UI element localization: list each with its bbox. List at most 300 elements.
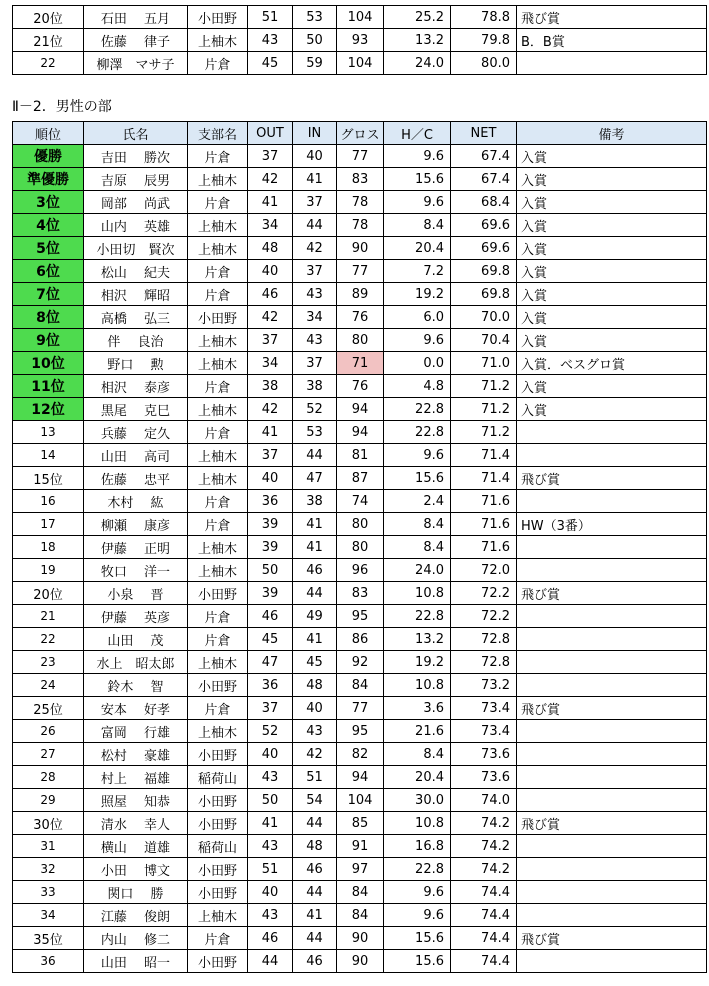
gross-score-cell: 77 xyxy=(337,145,384,168)
in-score-cell: 53 xyxy=(293,421,337,444)
rank-cell: 18 xyxy=(13,536,84,559)
rank-cell: 28 xyxy=(13,766,84,789)
handicap-cell: 20.4 xyxy=(384,766,451,789)
branch-cell: 上柚木 xyxy=(188,651,248,674)
out-score-cell: 46 xyxy=(248,283,293,306)
name-cell: 山内 英雄 xyxy=(84,214,188,237)
net-score-cell: 67.4 xyxy=(451,168,517,191)
note-cell: 入賞 xyxy=(517,214,707,237)
gross-score-cell: 78 xyxy=(337,214,384,237)
handicap-cell: 4.8 xyxy=(384,375,451,398)
table-row xyxy=(13,582,707,605)
gross-score-cell: 76 xyxy=(337,306,384,329)
note-cell xyxy=(517,950,707,973)
gross-score-cell: 81 xyxy=(337,444,384,467)
branch-cell: 片倉 xyxy=(188,927,248,950)
net-score-cell: 69.8 xyxy=(451,260,517,283)
note-cell xyxy=(517,743,707,766)
rank-cell: 25位 xyxy=(13,697,84,720)
gross-score-cell: 87 xyxy=(337,467,384,490)
handicap-cell: 15.6 xyxy=(384,927,451,950)
in-score-cell: 42 xyxy=(293,237,337,260)
net-score-cell: 70.0 xyxy=(451,306,517,329)
table-row xyxy=(13,398,707,421)
header-note: 備考 xyxy=(517,122,707,145)
note-cell: 飛び賞 xyxy=(517,812,707,835)
handicap-cell: 16.8 xyxy=(384,835,451,858)
rank-cell: 20位 xyxy=(13,582,84,605)
note-cell: 入賞 xyxy=(517,283,707,306)
out-score-cell: 38 xyxy=(248,375,293,398)
rank-cell: 4位 xyxy=(13,214,84,237)
rank-cell: 22 xyxy=(13,52,84,75)
branch-cell: 上柚木 xyxy=(188,559,248,582)
name-cell: 江藤 俊朗 xyxy=(84,904,188,927)
name-cell: 兵藤 定久 xyxy=(84,421,188,444)
branch-cell: 稲荷山 xyxy=(188,766,248,789)
handicap-cell: 3.6 xyxy=(384,697,451,720)
handicap-cell: 7.2 xyxy=(384,260,451,283)
handicap-cell: 9.6 xyxy=(384,329,451,352)
rank-cell: 12位 xyxy=(13,398,84,421)
rank-cell: 5位 xyxy=(13,237,84,260)
branch-cell: 上柚木 xyxy=(188,29,248,52)
name-cell: 黒尾 克巳 xyxy=(84,398,188,421)
name-cell: 木村 紘 xyxy=(84,490,188,513)
table-row xyxy=(13,168,707,191)
note-cell: 入賞 xyxy=(517,398,707,421)
table-row xyxy=(13,605,707,628)
table-row xyxy=(13,52,707,75)
handicap-cell: 9.6 xyxy=(384,904,451,927)
out-score-cell: 45 xyxy=(248,628,293,651)
gross-score-cell: 77 xyxy=(337,260,384,283)
out-score-cell: 42 xyxy=(248,306,293,329)
table-row xyxy=(13,835,707,858)
branch-cell: 小田野 xyxy=(188,950,248,973)
name-cell: 山田 高司 xyxy=(84,444,188,467)
note-cell xyxy=(517,651,707,674)
in-score-cell: 52 xyxy=(293,398,337,421)
in-score-cell: 48 xyxy=(293,835,337,858)
gross-score-cell: 85 xyxy=(337,812,384,835)
rank-cell: 21位 xyxy=(13,29,84,52)
net-score-cell: 80.0 xyxy=(451,52,517,75)
note-cell: 入賞 xyxy=(517,237,707,260)
branch-cell: 上柚木 xyxy=(188,237,248,260)
branch-cell: 上柚木 xyxy=(188,467,248,490)
handicap-cell: 25.2 xyxy=(384,6,451,29)
in-score-cell: 40 xyxy=(293,697,337,720)
name-cell: 安本 好孝 xyxy=(84,697,188,720)
in-score-cell: 44 xyxy=(293,582,337,605)
gross-score-cell: 78 xyxy=(337,191,384,214)
handicap-cell: 30.0 xyxy=(384,789,451,812)
name-cell: 吉原 辰男 xyxy=(84,168,188,191)
table-row xyxy=(13,237,707,260)
branch-cell: 小田野 xyxy=(188,789,248,812)
note-cell: HW（3番） xyxy=(517,513,707,536)
branch-cell: 上柚木 xyxy=(188,536,248,559)
note-cell: 飛び賞 xyxy=(517,927,707,950)
branch-cell: 片倉 xyxy=(188,145,248,168)
net-score-cell: 71.4 xyxy=(451,444,517,467)
net-score-cell: 74.4 xyxy=(451,950,517,973)
branch-cell: 片倉 xyxy=(188,52,248,75)
net-score-cell: 68.4 xyxy=(451,191,517,214)
gross-score-cell: 80 xyxy=(337,329,384,352)
name-cell: 横山 道雄 xyxy=(84,835,188,858)
name-cell: 小田切 賢次 xyxy=(84,237,188,260)
table-row xyxy=(13,628,707,651)
handicap-cell: 2.4 xyxy=(384,490,451,513)
name-cell: 柳瀬 康彦 xyxy=(84,513,188,536)
rank-cell: 22 xyxy=(13,628,84,651)
note-cell xyxy=(517,490,707,513)
handicap-cell: 13.2 xyxy=(384,29,451,52)
handicap-cell: 9.6 xyxy=(384,145,451,168)
branch-cell: 片倉 xyxy=(188,421,248,444)
out-score-cell: 41 xyxy=(248,421,293,444)
handicap-cell: 19.2 xyxy=(384,651,451,674)
gross-score-cell: 104 xyxy=(337,52,384,75)
out-score-cell: 51 xyxy=(248,6,293,29)
net-score-cell: 74.2 xyxy=(451,835,517,858)
gross-score-cell: 84 xyxy=(337,674,384,697)
net-score-cell: 70.4 xyxy=(451,329,517,352)
handicap-cell: 8.4 xyxy=(384,743,451,766)
gross-score-cell: 91 xyxy=(337,835,384,858)
out-score-cell: 37 xyxy=(248,697,293,720)
handicap-cell: 9.6 xyxy=(384,444,451,467)
note-cell xyxy=(517,674,707,697)
net-score-cell: 74.4 xyxy=(451,927,517,950)
header-name: 氏名 xyxy=(84,122,188,145)
in-score-cell: 47 xyxy=(293,467,337,490)
note-cell xyxy=(517,720,707,743)
note-cell xyxy=(517,605,707,628)
out-score-cell: 39 xyxy=(248,536,293,559)
gross-score-cell: 83 xyxy=(337,168,384,191)
header-handicap: H／C xyxy=(384,122,451,145)
table-row xyxy=(13,858,707,881)
rank-cell: 19 xyxy=(13,559,84,582)
gross-score-cell: 89 xyxy=(337,283,384,306)
in-score-cell: 38 xyxy=(293,375,337,398)
in-score-cell: 50 xyxy=(293,29,337,52)
handicap-cell: 10.8 xyxy=(384,674,451,697)
in-score-cell: 51 xyxy=(293,766,337,789)
name-cell: 小田 博文 xyxy=(84,858,188,881)
name-cell: 相沢 泰彦 xyxy=(84,375,188,398)
rank-cell: 17 xyxy=(13,513,84,536)
gross-score-cell: 90 xyxy=(337,237,384,260)
mens-results-rows xyxy=(13,145,707,973)
name-cell: 高橋 弘三 xyxy=(84,306,188,329)
net-score-cell: 73.4 xyxy=(451,697,517,720)
net-score-cell: 69.8 xyxy=(451,283,517,306)
rank-cell: 16 xyxy=(13,490,84,513)
name-cell: 関口 勝 xyxy=(84,881,188,904)
out-score-cell: 40 xyxy=(248,260,293,283)
net-score-cell: 71.6 xyxy=(451,513,517,536)
table-row xyxy=(13,145,707,168)
rank-cell: 32 xyxy=(13,858,84,881)
note-cell: 飛び賞 xyxy=(517,467,707,490)
net-score-cell: 71.4 xyxy=(451,467,517,490)
header-branch: 支部名 xyxy=(188,122,248,145)
rank-cell: 6位 xyxy=(13,260,84,283)
out-score-cell: 34 xyxy=(248,214,293,237)
rank-cell: 15位 xyxy=(13,467,84,490)
in-score-cell: 46 xyxy=(293,950,337,973)
out-score-cell: 39 xyxy=(248,513,293,536)
branch-cell: 上柚木 xyxy=(188,444,248,467)
branch-cell: 片倉 xyxy=(188,283,248,306)
name-cell: 伊藤 英彦 xyxy=(84,605,188,628)
note-cell: 飛び賞 xyxy=(517,582,707,605)
handicap-cell: 15.6 xyxy=(384,467,451,490)
in-score-cell: 37 xyxy=(293,260,337,283)
in-score-cell: 44 xyxy=(293,214,337,237)
note-cell: 入賞 xyxy=(517,375,707,398)
name-cell: 水上 昭太郎 xyxy=(84,651,188,674)
mens-results-table xyxy=(12,121,707,973)
note-cell xyxy=(517,559,707,582)
out-score-cell: 45 xyxy=(248,52,293,75)
net-score-cell: 74.4 xyxy=(451,881,517,904)
handicap-cell: 8.4 xyxy=(384,536,451,559)
branch-cell: 小田野 xyxy=(188,582,248,605)
handicap-cell: 13.2 xyxy=(384,628,451,651)
out-score-cell: 50 xyxy=(248,789,293,812)
note-cell: 飛び賞 xyxy=(517,697,707,720)
out-score-cell: 43 xyxy=(248,29,293,52)
in-score-cell: 38 xyxy=(293,490,337,513)
gross-score-cell: 80 xyxy=(337,536,384,559)
table-row xyxy=(13,444,707,467)
table-row xyxy=(13,490,707,513)
name-cell: 野口 勲 xyxy=(84,352,188,375)
in-score-cell: 41 xyxy=(293,536,337,559)
in-score-cell: 43 xyxy=(293,283,337,306)
handicap-cell: 10.8 xyxy=(384,582,451,605)
note-cell: B．B賞 xyxy=(517,29,707,52)
name-cell: 柳澤 マサ子 xyxy=(84,52,188,75)
note-cell: 入賞．ベスグロ賞 xyxy=(517,352,707,375)
rank-cell: 31 xyxy=(13,835,84,858)
note-cell: 入賞 xyxy=(517,260,707,283)
gross-score-cell: 90 xyxy=(337,950,384,973)
net-score-cell: 72.8 xyxy=(451,628,517,651)
out-score-cell: 41 xyxy=(248,812,293,835)
in-score-cell: 59 xyxy=(293,52,337,75)
rank-cell: 3位 xyxy=(13,191,84,214)
in-score-cell: 44 xyxy=(293,444,337,467)
in-score-cell: 48 xyxy=(293,674,337,697)
branch-cell: 片倉 xyxy=(188,697,248,720)
rank-cell: 14 xyxy=(13,444,84,467)
net-score-cell: 71.2 xyxy=(451,375,517,398)
rank-cell: 21 xyxy=(13,605,84,628)
name-cell: 石田 五月 xyxy=(84,6,188,29)
branch-cell: 小田野 xyxy=(188,881,248,904)
name-cell: 山田 茂 xyxy=(84,628,188,651)
in-score-cell: 34 xyxy=(293,306,337,329)
gross-score-cell: 96 xyxy=(337,559,384,582)
note-cell xyxy=(517,835,707,858)
name-cell: 岡部 尚武 xyxy=(84,191,188,214)
branch-cell: 片倉 xyxy=(188,490,248,513)
net-score-cell: 72.2 xyxy=(451,605,517,628)
net-score-cell: 78.8 xyxy=(451,6,517,29)
table-row xyxy=(13,766,707,789)
note-cell: 飛び賞 xyxy=(517,6,707,29)
gross-score-cell: 104 xyxy=(337,789,384,812)
rank-cell: 24 xyxy=(13,674,84,697)
in-score-cell: 44 xyxy=(293,927,337,950)
gross-score-cell: 84 xyxy=(337,881,384,904)
table-row xyxy=(13,352,707,375)
rank-cell: 9位 xyxy=(13,329,84,352)
table-row xyxy=(13,697,707,720)
branch-cell: 片倉 xyxy=(188,191,248,214)
out-score-cell: 51 xyxy=(248,858,293,881)
net-score-cell: 74.2 xyxy=(451,812,517,835)
handicap-cell: 20.4 xyxy=(384,237,451,260)
table-row xyxy=(13,789,707,812)
out-score-cell: 34 xyxy=(248,352,293,375)
note-cell: 入賞 xyxy=(517,168,707,191)
in-score-cell: 37 xyxy=(293,352,337,375)
table-row xyxy=(13,651,707,674)
handicap-cell: 8.4 xyxy=(384,513,451,536)
out-score-cell: 42 xyxy=(248,398,293,421)
name-cell: 清水 幸人 xyxy=(84,812,188,835)
table-row xyxy=(13,29,707,52)
rank-cell: 29 xyxy=(13,789,84,812)
rank-cell: 36 xyxy=(13,950,84,973)
handicap-cell: 0.0 xyxy=(384,352,451,375)
net-score-cell: 73.2 xyxy=(451,674,517,697)
note-cell: 入賞 xyxy=(517,191,707,214)
gross-score-cell: 76 xyxy=(337,375,384,398)
out-score-cell: 42 xyxy=(248,168,293,191)
rank-cell: 35位 xyxy=(13,927,84,950)
branch-cell: 小田野 xyxy=(188,743,248,766)
branch-cell: 上柚木 xyxy=(188,329,248,352)
handicap-cell: 8.4 xyxy=(384,214,451,237)
name-cell: 村上 福雄 xyxy=(84,766,188,789)
handicap-cell: 15.6 xyxy=(384,950,451,973)
out-score-cell: 52 xyxy=(248,720,293,743)
gross-score-cell: 82 xyxy=(337,743,384,766)
out-score-cell: 44 xyxy=(248,950,293,973)
table-row xyxy=(13,950,707,973)
rank-cell: 優勝 xyxy=(13,145,84,168)
net-score-cell: 71.6 xyxy=(451,536,517,559)
branch-cell: 片倉 xyxy=(188,260,248,283)
out-score-cell: 47 xyxy=(248,651,293,674)
gross-score-cell: 86 xyxy=(337,628,384,651)
name-cell: 鈴木 智 xyxy=(84,674,188,697)
out-score-cell: 40 xyxy=(248,743,293,766)
gross-score-cell: 94 xyxy=(337,398,384,421)
out-score-cell: 37 xyxy=(248,444,293,467)
in-score-cell: 46 xyxy=(293,559,337,582)
note-cell xyxy=(517,904,707,927)
handicap-cell: 15.6 xyxy=(384,168,451,191)
name-cell: 松村 豪雄 xyxy=(84,743,188,766)
net-score-cell: 73.6 xyxy=(451,743,517,766)
branch-cell: 上柚木 xyxy=(188,904,248,927)
name-cell: 松山 紀夫 xyxy=(84,260,188,283)
note-cell xyxy=(517,421,707,444)
table-row xyxy=(13,191,707,214)
out-score-cell: 50 xyxy=(248,559,293,582)
gross-score-cell: 93 xyxy=(337,29,384,52)
handicap-cell: 19.2 xyxy=(384,283,451,306)
branch-cell: 片倉 xyxy=(188,513,248,536)
handicap-cell: 22.8 xyxy=(384,605,451,628)
name-cell: 内山 修二 xyxy=(84,927,188,950)
branch-cell: 片倉 xyxy=(188,375,248,398)
note-cell xyxy=(517,536,707,559)
gross-score-cell: 77 xyxy=(337,697,384,720)
rank-cell: 7位 xyxy=(13,283,84,306)
table-row xyxy=(13,283,707,306)
rank-cell: 26 xyxy=(13,720,84,743)
note-cell: 入賞 xyxy=(517,145,707,168)
in-score-cell: 41 xyxy=(293,168,337,191)
rank-cell: 27 xyxy=(13,743,84,766)
net-score-cell: 73.4 xyxy=(451,720,517,743)
handicap-cell: 9.6 xyxy=(384,881,451,904)
rank-cell: 20位 xyxy=(13,6,84,29)
branch-cell: 上柚木 xyxy=(188,168,248,191)
handicap-cell: 22.8 xyxy=(384,398,451,421)
out-score-cell: 43 xyxy=(248,835,293,858)
name-cell: 佐藤 忠平 xyxy=(84,467,188,490)
table-row xyxy=(13,513,707,536)
net-score-cell: 71.2 xyxy=(451,421,517,444)
handicap-cell: 22.8 xyxy=(384,858,451,881)
in-score-cell: 42 xyxy=(293,743,337,766)
rank-cell: 34 xyxy=(13,904,84,927)
in-score-cell: 37 xyxy=(293,191,337,214)
note-cell xyxy=(517,766,707,789)
out-score-cell: 48 xyxy=(248,237,293,260)
gross-score-cell: 80 xyxy=(337,513,384,536)
out-score-cell: 36 xyxy=(248,674,293,697)
table-row xyxy=(13,329,707,352)
handicap-cell: 6.0 xyxy=(384,306,451,329)
in-score-cell: 45 xyxy=(293,651,337,674)
out-score-cell: 43 xyxy=(248,904,293,927)
gross-score-cell: 92 xyxy=(337,651,384,674)
table-row xyxy=(13,720,707,743)
branch-cell: 小田野 xyxy=(188,674,248,697)
branch-cell: 片倉 xyxy=(188,628,248,651)
header-out: OUT xyxy=(248,122,293,145)
net-score-cell: 67.4 xyxy=(451,145,517,168)
header-rank: 順位 xyxy=(13,122,84,145)
handicap-cell: 9.6 xyxy=(384,191,451,214)
table-row xyxy=(13,812,707,835)
net-score-cell: 69.6 xyxy=(451,214,517,237)
previous-section-table xyxy=(12,5,707,75)
branch-cell: 小田野 xyxy=(188,6,248,29)
